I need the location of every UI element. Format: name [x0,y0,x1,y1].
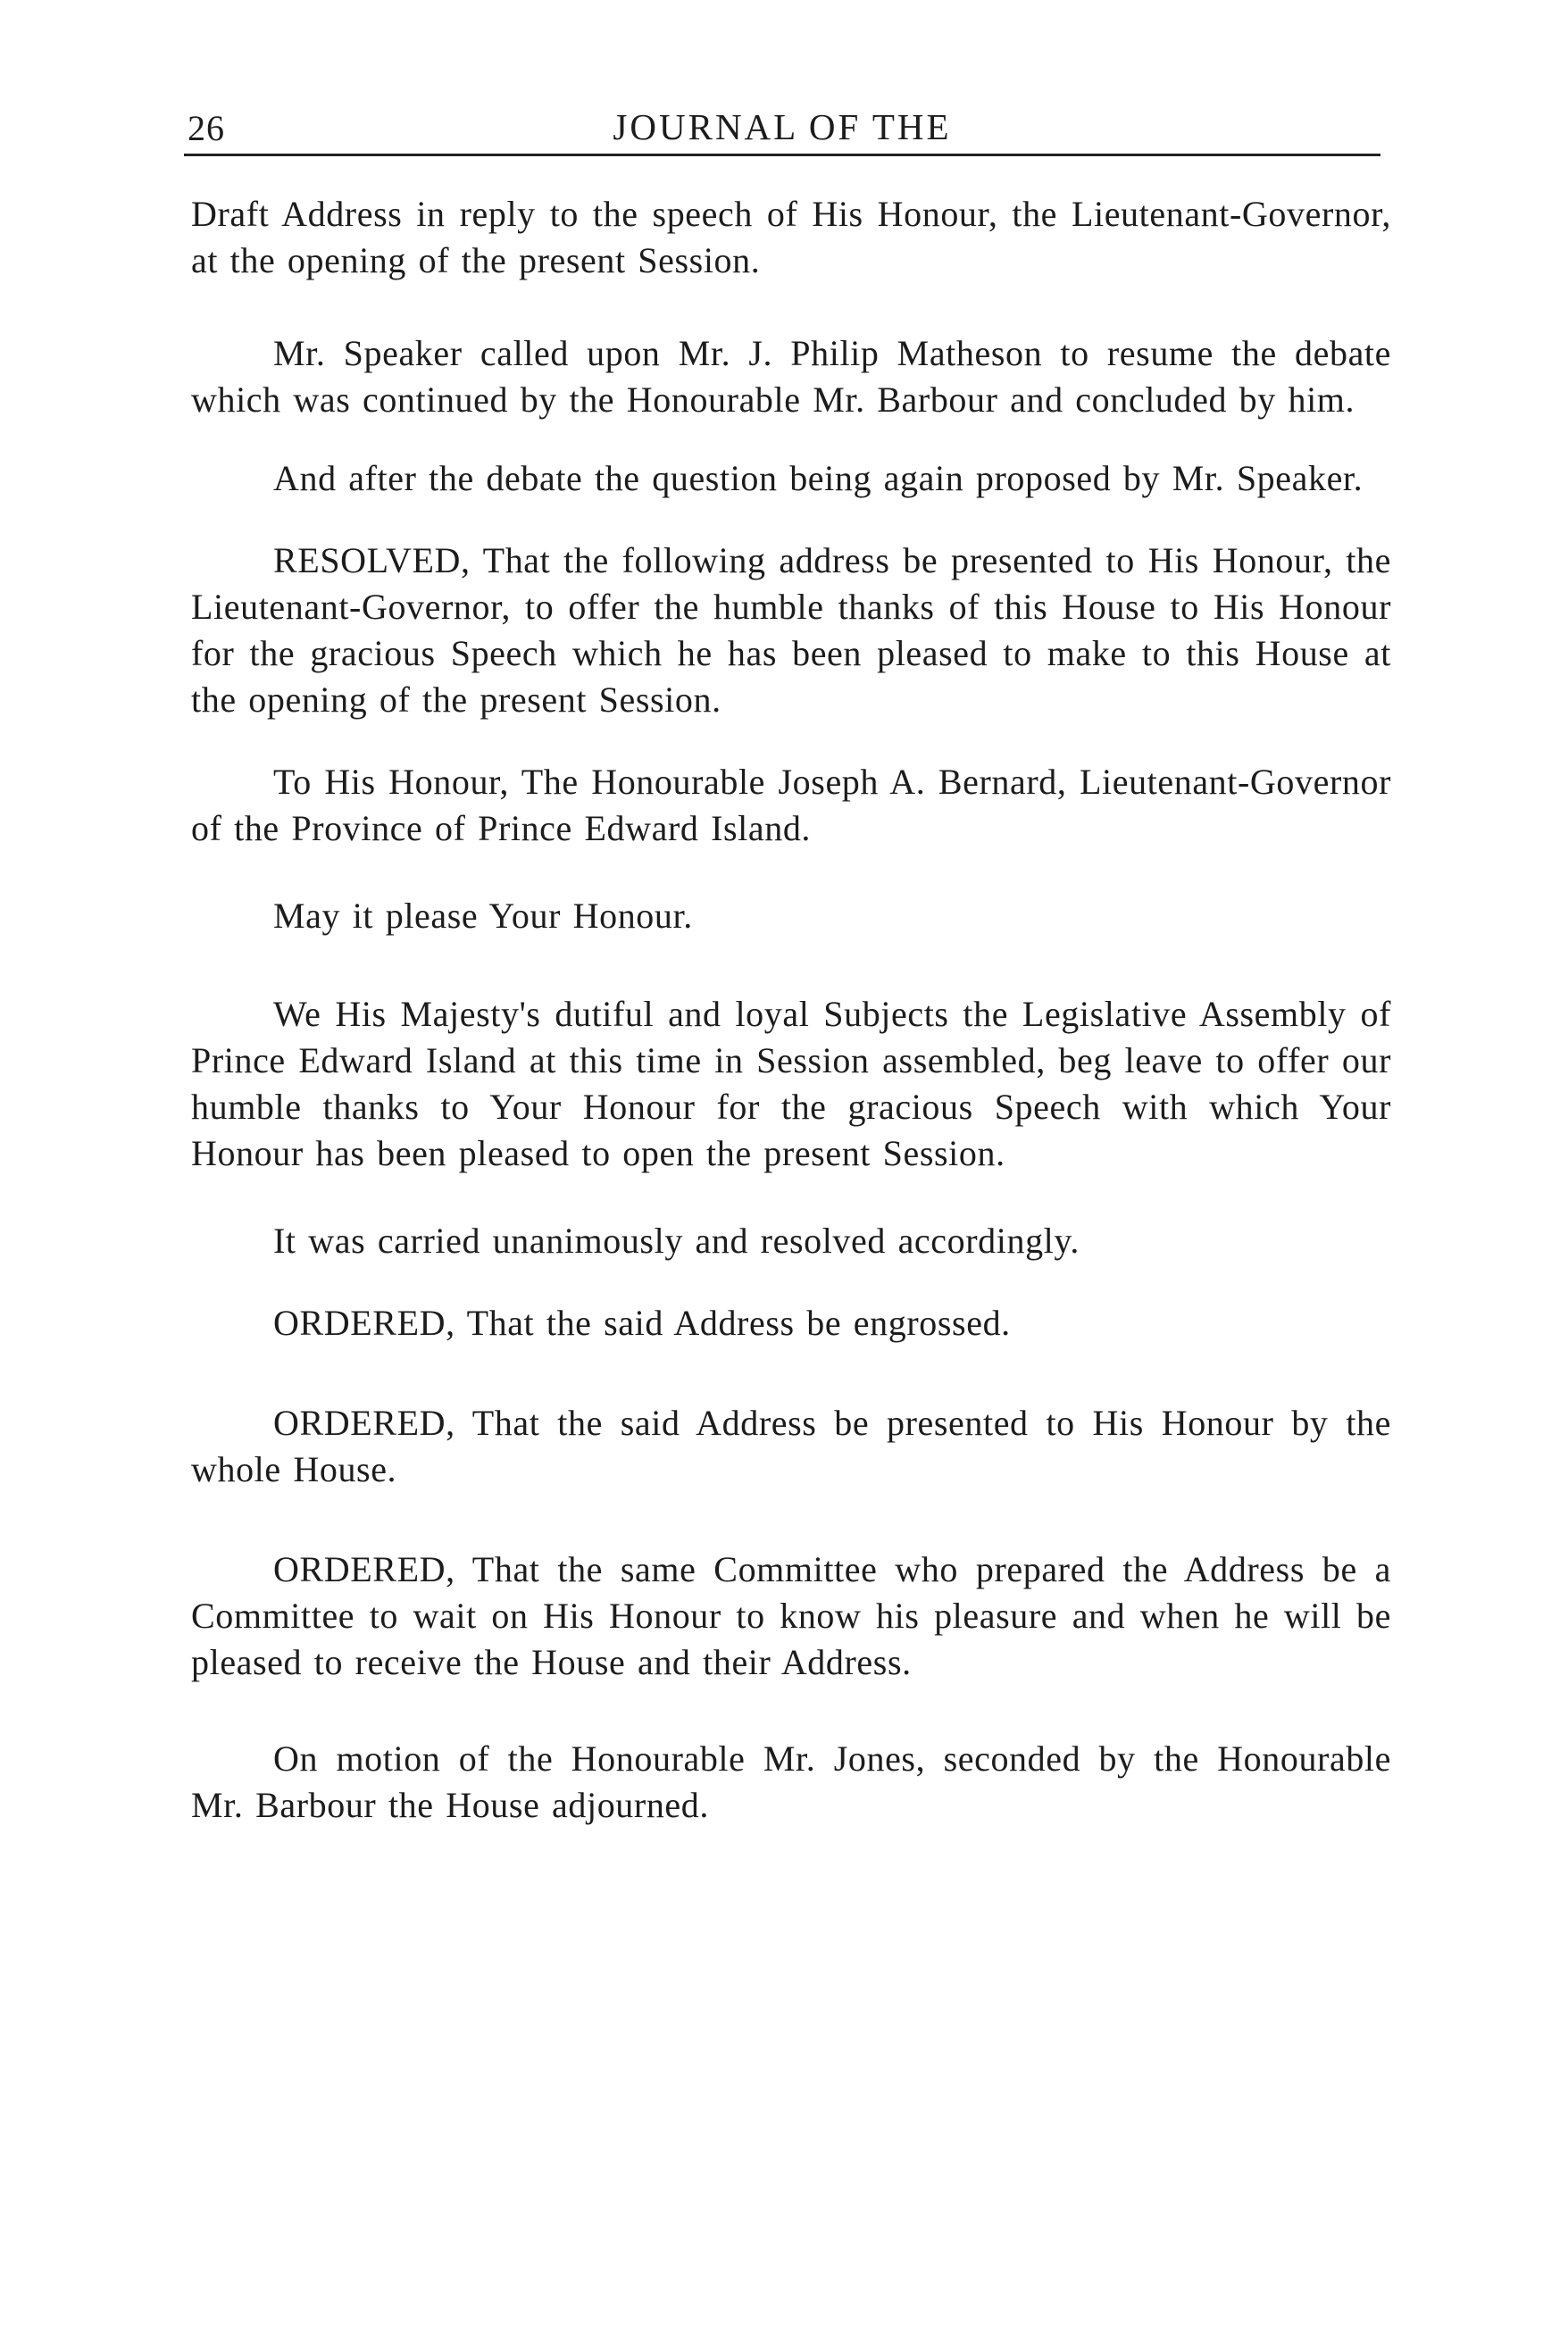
paragraph-question-proposed: And after the debate the question being again proposed by Mr. Speaker. [273,458,1364,498]
paragraph-salutation: May it please Your Honour. [273,896,693,936]
paragraph-resolved: RESOLVED, That the following address be presented to His Honour, the Lieutenant-Governor, to offer the humble thanks of this House to His Honour for the gracious Speech which he has been pleased to make to this House at the opening of the present Session. [191,540,1391,720]
page-number: 26 [188,108,225,148]
paragraph-adjourned: On motion of the Honourable Mr. Jones, seconded by the Honourable Mr. Barbour the House adjourned. [191,1738,1391,1825]
journal-body [191,191,1391,1829]
running-head: JOURNAL OF THE [613,106,952,147]
paragraph-address-to: To His Honour, The Honourable Joseph A. Bernard, Lieutenant-Governor of the Province of Prince Edward Island. [191,762,1391,848]
paragraph-ordered-presented: ORDERED, That the said Address be presented to His Honour by the whole House. [191,1403,1391,1489]
paragraph-ordered-engrossed: ORDERED, That the said Address be engrossed. [273,1303,1011,1343]
paragraph-ordered-committee: ORDERED, That the same Committee who prepared the Address be a Committee to wait on His Honour to know his pleasure and when he will be pleased to receive the House and their Address. [191,1549,1391,1682]
paragraph-speaker-called: Mr. Speaker called upon Mr. J. Philip Matheson to resume the debate which was continued by the Honourable Mr. Barbour and concluded by him. [191,333,1391,420]
paragraph-address-text: We His Majesty's dutiful and loyal Subjects the Legislative Assembly of Prince Edward Island at this time in Session assembled, beg leave to offer our humble thanks to Your Honour for the gracious Speech with which Your Honour has been pleased to open the present Session. [191,994,1391,1173]
paragraph-draft-address: Draft Address in reply to the speech of His Honour, the Lieutenant-Governor, at the opening of the present Session. [191,194,1391,280]
paragraph-carried: It was carried unanimously and resolved accordingly. [273,1221,1080,1261]
page-header [184,105,1380,156]
